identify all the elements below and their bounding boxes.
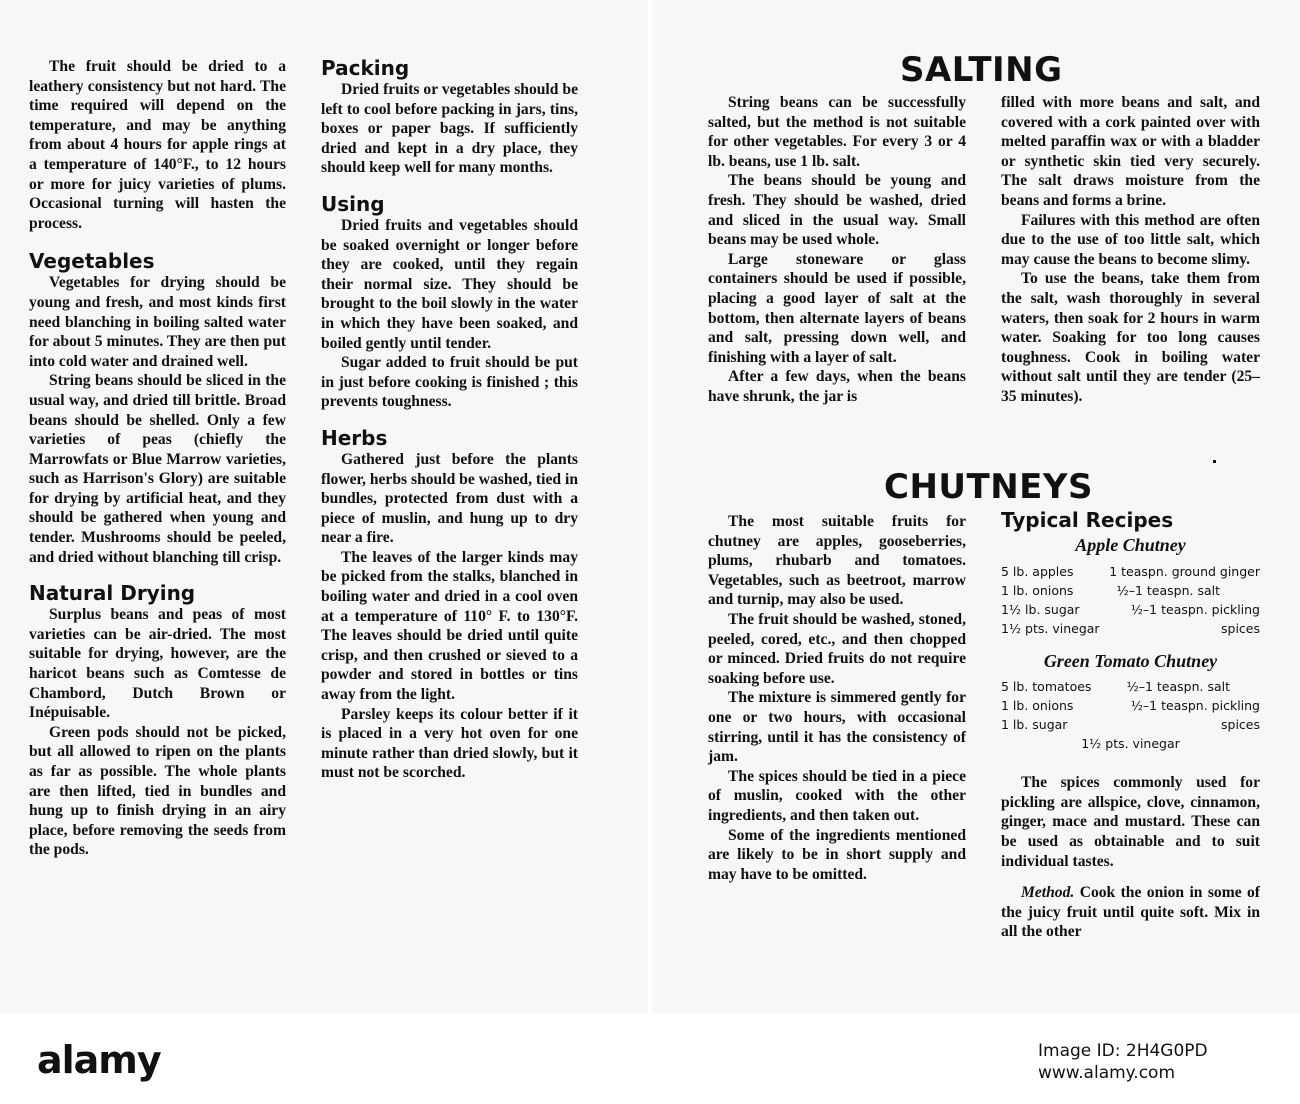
ingredient-left: 1½ pts. vinegar bbox=[1001, 620, 1100, 636]
method-label: Method. bbox=[1021, 884, 1075, 902]
salting-column-2 bbox=[1001, 93, 1260, 407]
salting-paragraph-6: Failures with this method are often due to the use of too little salt, which may cause the beans to become slimy. bbox=[1001, 211, 1260, 268]
method-paragraph bbox=[1001, 883, 1260, 942]
ingredient-right: 1 teaspn. ground ginger bbox=[1109, 563, 1260, 579]
left-column-2 bbox=[321, 56, 578, 783]
packing-paragraph: Dried fruits or vegetables should be left to cool before packing in jars, tins, boxes or paper bags. If sufficiently dried and kept in a dry place, they should keep well for many months. bbox=[321, 81, 578, 177]
left-column-1 bbox=[29, 57, 286, 860]
herbs-heading: Herbs bbox=[321, 425, 388, 450]
vegetables-paragraph-2: String beans should be sliced in the usual way, and dried till brittle. Broad beans should be shelled. Only a few varieties of peas (chiefly the Marrowfats or Blue Marrow varieties, such as Harrison's Glory) are suitable for drying by artificial heat, and they should be gathered when young and tender. Mushrooms should be peeled, and dried without blanching till crisp. bbox=[29, 372, 286, 566]
ingredient-left: 1 lb. onions bbox=[1001, 582, 1074, 598]
method-text: Cook the onion in some of the juicy fruit until quite soft. Mix in all the other bbox=[1001, 884, 1260, 941]
print-speck bbox=[1213, 460, 1216, 463]
chutneys-column-1 bbox=[708, 512, 966, 884]
salting-paragraph-3: Large stoneware or glass containers should be used if possible, placing a good layer of salt at the bottom, then alternate layers of beans and salt, pressing down well, and finishing with a layer of salt. bbox=[708, 250, 966, 366]
ingredient-left: 1 lb. sugar bbox=[1001, 717, 1068, 733]
chutneys-paragraph-4: The spices should be tied in a piece of muslin, cooked with the other ingredients, and then taken out. bbox=[708, 767, 966, 824]
chutneys-paragraph-1: The most suitable fruits for chutney are apples, gooseberries, plums, rhubarb and tomatoes. Vegetables, such as beetroot, marrow and turnip, may also be used. bbox=[708, 513, 966, 609]
ingredient-right: ½–1 teaspn. salt bbox=[1126, 679, 1230, 695]
right-page bbox=[652, 0, 1300, 1013]
apple-chutney-title: Apple Chutney bbox=[1075, 535, 1186, 555]
drying-intro-paragraph: The fruit should be dried to a leathery consistency but not hard. The time required will depend on the temperature, and may be anything from about 4 hours for apple rings at a temperature of 140°F., to 12 hours or more for juicy varieties of plums. Occasional turning will hasten the process. bbox=[29, 58, 286, 232]
ingredient-row bbox=[1001, 619, 1260, 638]
chutneys-heading: CHUTNEYS bbox=[884, 467, 1093, 507]
ingredient-row bbox=[1001, 715, 1260, 734]
packing-heading: Packing bbox=[321, 56, 410, 80]
chutneys-column-2 bbox=[1001, 508, 1260, 942]
salting-paragraph-7: To use the beans, take them from the salt, wash thoroughly in several waters, then soak for 2 hours in warm water. Soaking for too long causes toughness. Cook in boiling water without salt until they are tender (25–35 minutes). bbox=[1001, 270, 1260, 405]
salting-column-1 bbox=[708, 93, 966, 407]
herbs-paragraph-1: Gathered just before the plants flower, herbs should be washed, tied in bundles, protected from dust with a piece of muslin, and hung up to dry near a fire. bbox=[321, 450, 578, 547]
ingredient-left: 1 lb. onions bbox=[1001, 698, 1074, 714]
chutneys-paragraph-3: The mixture is simmered gently for one or two hours, with occasional stirring, until it has the consistency of jam. bbox=[708, 689, 966, 766]
ingredient-right: ½–1 teaspn. pickling bbox=[1130, 698, 1260, 714]
spices-paragraph: The spices commonly used for pickling are allspice, clove, cinnamon, ginger, mace and mustard. These can be used as obtainable and to suit individual tastes. bbox=[1001, 774, 1260, 870]
alamy-logo: alamy bbox=[37, 1038, 161, 1082]
image-id-block bbox=[1038, 1040, 1208, 1084]
herbs-paragraph-2: The leaves of the larger kinds may be picked from the stalks, blanched in boiling water and dried in a cool oven at a temperature of 110° F. to 130°F. The leaves should be dried until quite crisp, and then crushed or sieved to a powder and stored in bottles or tins away from the light. bbox=[321, 548, 578, 704]
ingredient-row bbox=[1001, 677, 1260, 696]
green-tomato-ingredients bbox=[1001, 677, 1260, 753]
apple-chutney-ingredients bbox=[1001, 562, 1260, 638]
image-id-text: Image ID: 2H4G0PD bbox=[1038, 1041, 1208, 1061]
chutneys-paragraph-5: Some of the ingredients mentioned are likely to be in short supply and may have to be omitted. bbox=[708, 826, 966, 883]
salting-paragraph-5: filled with more beans and salt, and covered with a cork painted over with melted paraffin wax or with a bladder or synthetic skin tied very securely. The salt draws moisture from the beans and forms a brine. bbox=[1001, 94, 1260, 209]
salting-heading: SALTING bbox=[900, 50, 1063, 90]
salting-paragraph-1: String beans can be successfully salted, but the method is not suitable for other vegetables. For every 3 or 4 lb. beans, use 1 lb. salt. bbox=[708, 94, 966, 170]
chutneys-paragraph-2: The fruit should be washed, stoned, peeled, cored, etc., and then chopped or minced. Dried fruits do not require soaking before use. bbox=[708, 610, 966, 687]
ingredient-row bbox=[1001, 600, 1260, 619]
green-tomato-chutney-title: Green Tomato Chutney bbox=[1043, 650, 1218, 671]
ingredient-row bbox=[1001, 581, 1260, 600]
typical-recipes-heading: Typical Recipes bbox=[1001, 508, 1174, 532]
vegetables-heading: Vegetables bbox=[29, 249, 155, 274]
herbs-paragraph-3: Parsley keeps its colour better if it is placed in a very hot oven for one minute rather than dried slowly, but it must not be scorched. bbox=[321, 705, 578, 782]
ingredient-row bbox=[1001, 696, 1260, 715]
using-paragraph-1: Dried fruits and vegetables should be soaked overnight or longer before they are cooked, until they regain their normal size. They should be brought to the boil slowly in the water in which they have been soaked, and boiled gently until tender. bbox=[321, 216, 578, 352]
ingredient-left: 5 lb. tomatoes bbox=[1001, 679, 1092, 695]
natural-drying-paragraph-1: Surplus beans and peas of most varieties can be air-dried. The most suitable for drying, however, are the haricot beans such as Comtesse de Chambord, Dutch Brown or Inépuisable. bbox=[29, 606, 286, 722]
site-url-text: www.alamy.com bbox=[1038, 1063, 1176, 1083]
ingredient-right: ½–1 teaspn. salt bbox=[1116, 582, 1220, 598]
natural-drying-heading: Natural Drying bbox=[29, 581, 196, 606]
ingredient-left: 5 lb. apples bbox=[1001, 563, 1074, 579]
left-page bbox=[0, 0, 648, 1013]
vegetables-paragraph-1: Vegetables for drying should be young and fresh, and most kinds first need blanching in boiling salted water for about 5 minutes. They are then put into cold water and drained well. bbox=[29, 274, 286, 370]
using-paragraph-2: Sugar added to fruit should be put in just before cooking is finished ; this prevents toughness. bbox=[321, 354, 578, 411]
salting-paragraph-2: The beans should be young and fresh. They should be washed, dried and sliced in the usual way. Small beans may be used whole. bbox=[708, 172, 966, 249]
ingredient-left: 1½ lb. sugar bbox=[1001, 601, 1080, 617]
ingredient-right: spices bbox=[1221, 620, 1260, 636]
ingredient-right: spices bbox=[1221, 717, 1260, 733]
ingredient-row bbox=[1001, 562, 1260, 581]
ingredient-right: ½–1 teaspn. pickling bbox=[1130, 601, 1260, 617]
using-heading: Using bbox=[321, 191, 385, 216]
natural-drying-paragraph-2: Green pods should not be picked, but all allowed to ripen on the plants as far as possible. The whole plants are then lifted, tied in bundles and hung up to finish drying in an airy place, before removing the seeds from the pods. bbox=[29, 723, 286, 859]
salting-paragraph-4: After a few days, when the beans have shrunk, the jar is bbox=[708, 368, 966, 405]
ingredient-row: 1½ pts. vinegar bbox=[1081, 736, 1180, 752]
